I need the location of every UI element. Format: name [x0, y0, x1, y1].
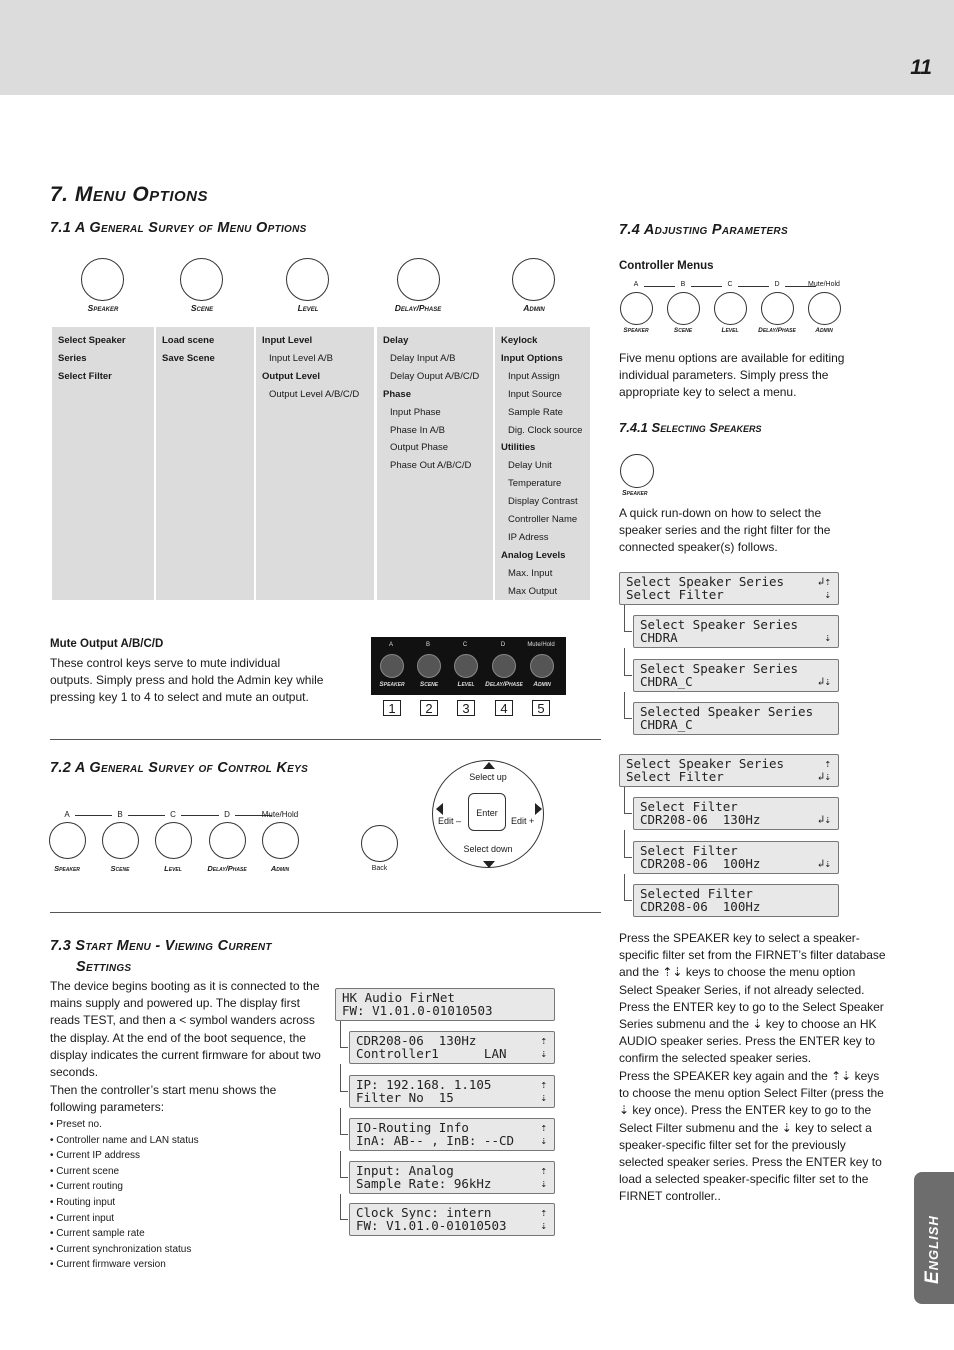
menu-item: Output Level A/B/C/D — [269, 388, 360, 400]
menu-item: IP Adress — [508, 531, 549, 543]
lcd-line-1: Select Speaker Series — [626, 756, 785, 771]
s72-title: 7.2 A General Survey of Control Keys — [50, 760, 309, 776]
key-label: Speaker — [54, 864, 80, 873]
arrow-down-icon: ⇣ — [540, 1219, 547, 1232]
connector-bracket — [624, 787, 625, 814]
menu-item: Input Options — [501, 352, 563, 364]
connector-bracket — [340, 1021, 341, 1048]
menu-item: Delay — [383, 335, 409, 346]
arrow-down-icon: ↲⇣ — [817, 857, 831, 870]
lcd-line-2: Sample Rate: 96kHz — [356, 1176, 492, 1191]
arrow-down-icon: ⇣ — [540, 1047, 547, 1060]
connector-bracket — [624, 675, 632, 676]
page-header-band — [0, 0, 954, 95]
menu-item: Keylock — [501, 335, 538, 346]
arrow-up-icon: ⇡ — [540, 1206, 547, 1219]
bullet-item: • Current sample rate — [50, 1228, 145, 1240]
number-box-4: 4 — [495, 700, 513, 716]
connector-bracket — [624, 830, 625, 858]
key-label: Admin — [270, 864, 290, 873]
key-label: Speaker — [87, 303, 119, 313]
bullet-item: • Current firmware version — [50, 1259, 166, 1271]
edit-minus-label: Edit – — [438, 816, 462, 826]
menu-item: Input Assign — [508, 370, 560, 382]
lcd-line-2: Select Filter — [626, 769, 724, 784]
filter-displays — [619, 754, 844, 920]
connector-bracket — [340, 1219, 348, 1220]
key-label: Admin — [815, 327, 833, 334]
connector-bracket — [340, 1108, 341, 1135]
select-down-label: Select down — [463, 844, 513, 854]
connector-bracket — [340, 1151, 341, 1178]
lcd-display — [633, 659, 839, 692]
arrow-down-icon: ⇣ — [540, 1134, 547, 1147]
s73-text: The device begins booting as it is connected to the mains supply and powered up. The display first reads TEST, and then a < symbol wanders across the display. At the end of the boot sequence, the display indicates the current firmware for about two seconds. — [50, 979, 321, 1080]
lcd-display — [633, 797, 839, 830]
enter-label: Enter — [476, 808, 498, 818]
start-menu-displays — [335, 988, 560, 1248]
panel-letter: C — [462, 642, 468, 648]
connector-bracket — [340, 1091, 348, 1092]
connector-bracket — [624, 692, 625, 719]
s71-title: 7.1 A General Survey of Menu Options — [50, 220, 307, 236]
s741-text: A quick run-down on how to select the speaker series and the right filter for the connected speaker(s) follows. — [619, 506, 831, 555]
number-box-2: 2 — [420, 700, 438, 716]
connector-bracket — [340, 1177, 348, 1178]
menu-item: Phase — [383, 388, 411, 400]
key-letter: A — [633, 281, 639, 288]
delay-phase-key — [397, 258, 440, 301]
menu-item: Select Filter — [58, 370, 112, 382]
lcd-line-1: Select Filter — [640, 843, 738, 858]
key-letter: B — [117, 810, 123, 819]
menu-item: Sample Rate — [508, 406, 563, 418]
connector-bracket — [340, 1134, 348, 1135]
menu-column-speaker — [52, 327, 154, 600]
lcd-line-2: CDR208-06 100Hz — [640, 899, 761, 914]
menu-column-scene — [156, 327, 254, 600]
menu-item: Display Contrast — [508, 496, 578, 508]
speaker-key — [620, 454, 654, 488]
arrow-down-icon: ⇣ — [824, 631, 831, 644]
menu-item: Output Phase — [390, 442, 449, 454]
lcd-line-1: Clock Sync: intern — [356, 1205, 492, 1220]
lcd-display — [349, 1031, 555, 1064]
control-key — [667, 292, 700, 325]
lcd-line-1: Select Speaker Series — [640, 661, 799, 676]
menu-item: Delay Ouput A/B/C/D — [390, 370, 480, 382]
connector-bracket — [624, 648, 625, 676]
connector-bracket — [340, 1047, 348, 1048]
key-letter: D — [224, 810, 230, 819]
arrow-up-icon: ⇡ — [540, 1078, 547, 1091]
lcd-line-1: Selected Filter — [640, 886, 753, 901]
connector-bracket — [624, 813, 632, 814]
lcd-display — [633, 841, 839, 874]
lcd-line-1: Selected Speaker Series — [640, 704, 814, 719]
control-key — [209, 822, 246, 859]
key-letter: C — [170, 810, 176, 819]
parameter-list — [50, 1117, 330, 1273]
s73-text-2: Then the controller’s start menu shows the following parameters: — [50, 1083, 277, 1115]
lcd-display — [633, 615, 839, 648]
key-letter: B — [680, 281, 686, 288]
key-letter: Mute/Hold — [808, 281, 840, 288]
panel-key-label: Scene — [419, 681, 439, 688]
connector-bracket — [624, 857, 632, 858]
control-key — [761, 292, 794, 325]
lcd-display — [619, 572, 839, 605]
divider — [50, 912, 601, 913]
s73-title: 7.3 Start Menu - Viewing Current — [50, 938, 272, 954]
lcd-line-2: CDR208-06 130Hz — [640, 812, 761, 827]
panel-knob — [417, 654, 441, 678]
menu-item: Max. Input — [508, 567, 553, 579]
page-number: 11 — [910, 56, 932, 79]
panel-knob — [530, 654, 554, 678]
connector-bracket — [624, 631, 632, 632]
menu-item: Select Speaker Series — [58, 335, 126, 364]
mute-title: Mute Output A/B/C/D — [50, 638, 164, 650]
lcd-line-2: CHDRA_C — [640, 717, 693, 732]
lcd-line-2: FW: V1.01.0-01010503 — [342, 1003, 493, 1018]
lcd-line-1: Input: Analog — [356, 1163, 454, 1178]
connector-bracket — [624, 605, 625, 632]
edit-plus-label: Edit + — [511, 816, 535, 826]
bullet-item: • Current routing — [50, 1181, 123, 1193]
menu-item: Load scene — [162, 335, 215, 346]
menu-item: Controller Name — [508, 514, 578, 526]
language-tab — [914, 1172, 954, 1304]
menu-item: Max Output — [508, 585, 558, 597]
menu-item: Phase In A/B — [390, 424, 445, 436]
menu-column-delay-phase — [377, 327, 493, 600]
arrow-down-icon: ↲⇣ — [817, 770, 831, 783]
key-label: Level — [297, 303, 319, 313]
menu-item: Input Level — [262, 335, 313, 346]
menu-item: Utilities — [501, 442, 536, 454]
arrow-down-icon: ⇣ — [540, 1177, 547, 1190]
s73-title-cont: Settings — [76, 959, 132, 975]
panel-letter: Mute/Hold — [527, 642, 555, 648]
controller-menus-label: Controller Menus — [619, 260, 714, 272]
panel-letter: A — [388, 642, 393, 648]
menu-item: Phase Out A/B/C/D — [390, 460, 472, 472]
level-key — [286, 258, 329, 301]
arrow-down-icon: ↲⇣ — [817, 675, 831, 688]
bullet-item: • Current scene — [50, 1165, 120, 1177]
connector-bracket — [340, 1194, 341, 1220]
menu-item: Temperature — [508, 478, 562, 490]
lcd-display — [349, 1118, 555, 1151]
menu-item: Save Scene — [162, 352, 215, 364]
bullet-item: • Current synchronization status — [50, 1243, 192, 1255]
bullet-item: • Routing input — [50, 1196, 116, 1208]
control-key — [102, 822, 139, 859]
arrow-up-icon: ↲⇡ — [817, 575, 831, 588]
back-key — [361, 825, 398, 862]
arrow-down-icon: ⇣ — [540, 1091, 547, 1104]
menu-item: Delay Input A/B — [390, 352, 456, 364]
speaker-label: Speaker — [622, 490, 648, 497]
menu-item: Output Level — [262, 370, 321, 382]
lcd-line-2: CDR208-06 100Hz — [640, 856, 761, 871]
connector-bracket — [624, 718, 632, 719]
section-title: 7. Menu Options — [50, 183, 209, 206]
menu-item: Input Level A/B — [269, 352, 333, 364]
control-key — [620, 292, 653, 325]
control-key — [714, 292, 747, 325]
control-panel-image — [371, 637, 566, 695]
s741-text-a: Press the SPEAKER key to select a speaker-specific filter set from the FIRNET’s filter database and the ⇡⇣ keys to choose the menu option Select Speaker Series, if not already selected. Press the ENTER key to go to the Select Speaker Series submenu and the ⇣ key to choose an HK AUDIO speaker series. Press the ENTER key to confirm the selected speaker series. — [619, 931, 886, 1066]
lcd-line-1: Select Speaker Series — [626, 574, 785, 589]
arrow-up-icon: ⇡ — [824, 757, 831, 770]
back-label: Back — [371, 865, 388, 872]
lcd-line-1: IO-Routing Info — [356, 1120, 469, 1135]
speaker-series-displays — [619, 572, 844, 738]
arrow-up-icon: ⇡ — [540, 1121, 547, 1134]
lcd-line-2: InA: AB-- , InB: --CD — [356, 1133, 515, 1148]
lcd-display — [335, 988, 555, 1021]
number-box-1: 1 — [383, 700, 401, 716]
key-label: Scene — [190, 303, 214, 313]
key-label: Delay/Phase — [207, 864, 247, 873]
lcd-line-1: Select Speaker Series — [640, 617, 799, 632]
menu-item: Dig. Clock source — [508, 424, 583, 436]
navigation-pad — [432, 760, 544, 868]
control-key — [808, 292, 841, 325]
s74-title: 7.4 Adjusting Parameters — [619, 222, 788, 238]
lcd-line-2: Controller1 LAN — [356, 1046, 507, 1061]
key-label: Scene — [673, 327, 693, 334]
lcd-display — [633, 702, 839, 735]
panel-letter: D — [500, 642, 506, 648]
panel-key-label: Admin — [533, 681, 551, 688]
panel-key-label: Level — [457, 681, 475, 688]
s74-intro: Five menu options are available for editing individual parameters. Simply press the appropriate key to select a menu. — [619, 351, 845, 400]
arrow-down-icon: ⇣ — [824, 588, 831, 601]
key-label: Speaker — [623, 327, 649, 334]
key-label: Delay/Phase — [394, 303, 442, 313]
key-label: Level — [164, 864, 182, 873]
control-key — [155, 822, 192, 859]
panel-knob — [492, 654, 516, 678]
menu-item: Input Source — [508, 388, 562, 400]
panel-knob — [454, 654, 478, 678]
panel-letter: B — [425, 642, 430, 648]
bullet-item: • Current IP address — [50, 1150, 141, 1162]
lcd-display — [633, 884, 839, 917]
key-letter: Mute/Hold — [261, 810, 299, 819]
lcd-line-2: CHDRA — [640, 630, 678, 645]
lcd-line-1: HK Audio FirNet — [342, 990, 455, 1005]
arrow-down-icon: ↲⇣ — [817, 813, 831, 826]
arrow-up-icon: ⇡ — [540, 1034, 547, 1047]
speaker-key — [81, 258, 124, 301]
lcd-line-2: CHDRA_C — [640, 674, 693, 689]
control-key — [49, 822, 86, 859]
control-keys-row — [44, 810, 314, 880]
key-label: Level — [721, 327, 739, 334]
bullet-item: • Preset no. — [50, 1119, 102, 1130]
mute-text: These control keys serve to mute individual outputs. Simply press and hold the Admin key while pressing key 1 to 4 to select and mute an output. — [50, 656, 324, 705]
s741-text-b: Press the SPEAKER key again and the ⇡⇣ keys to choose the menu option Select Filter (press the ⇣ key once). Press the ENTER key to go to the Select Filter submenu and the ⇣ key to select a speaker-specific filter set for the previously selected speaker series. Press the ENTER key to load a selected speaker-specific filter set to the FIRNET controller.. — [619, 1069, 884, 1204]
number-box-3: 3 — [457, 700, 475, 716]
key-letter: D — [774, 281, 780, 288]
lcd-line-1: Select Filter — [640, 799, 738, 814]
panel-knob — [380, 654, 404, 678]
lcd-line-2: FW: V1.01.0-01010503 — [356, 1218, 507, 1233]
panel-key-label: Speaker — [379, 681, 405, 688]
menu-item: Delay Unit — [508, 460, 552, 472]
lcd-line-1: CDR208-06 130Hz — [356, 1033, 477, 1048]
arrow-up-icon: ⇡ — [540, 1164, 547, 1177]
key-label: Scene — [110, 864, 130, 873]
bullet-item: • Controller name and LAN status — [50, 1134, 199, 1146]
menu-item: Input Phase — [390, 406, 441, 418]
lcd-line-2: Filter No 15 — [356, 1090, 454, 1105]
key-letter: A — [64, 810, 70, 819]
lcd-line-2: Select Filter — [626, 587, 724, 602]
panel-key-label: Delay/Phase — [485, 681, 523, 688]
divider — [50, 739, 601, 740]
scene-key — [180, 258, 223, 301]
lcd-display — [349, 1075, 555, 1108]
controller-keys-row — [617, 281, 847, 339]
lcd-display — [619, 754, 839, 787]
menu-item: Analog Levels — [501, 549, 566, 561]
control-key — [262, 822, 299, 859]
s741-title: 7.4.1 Selecting Speakers — [619, 420, 762, 435]
select-up-label: Select up — [469, 772, 507, 782]
language-tab-label: English — [922, 1215, 943, 1284]
menu-column-level — [256, 327, 374, 600]
key-letter: C — [727, 281, 733, 288]
number-box-5: 5 — [532, 700, 550, 716]
key-label: Delay/Phase — [758, 327, 796, 334]
lcd-line-1: IP: 192.168. 1.105 — [356, 1077, 492, 1092]
connector-bracket — [340, 1064, 341, 1092]
admin-key — [512, 258, 555, 301]
lcd-display — [349, 1161, 555, 1194]
key-label: Admin — [523, 303, 545, 313]
lcd-display — [349, 1203, 555, 1236]
menu-column-admin — [495, 327, 590, 600]
connector-bracket — [624, 900, 632, 901]
bullet-item: • Current input — [50, 1212, 115, 1224]
connector-bracket — [624, 874, 625, 901]
